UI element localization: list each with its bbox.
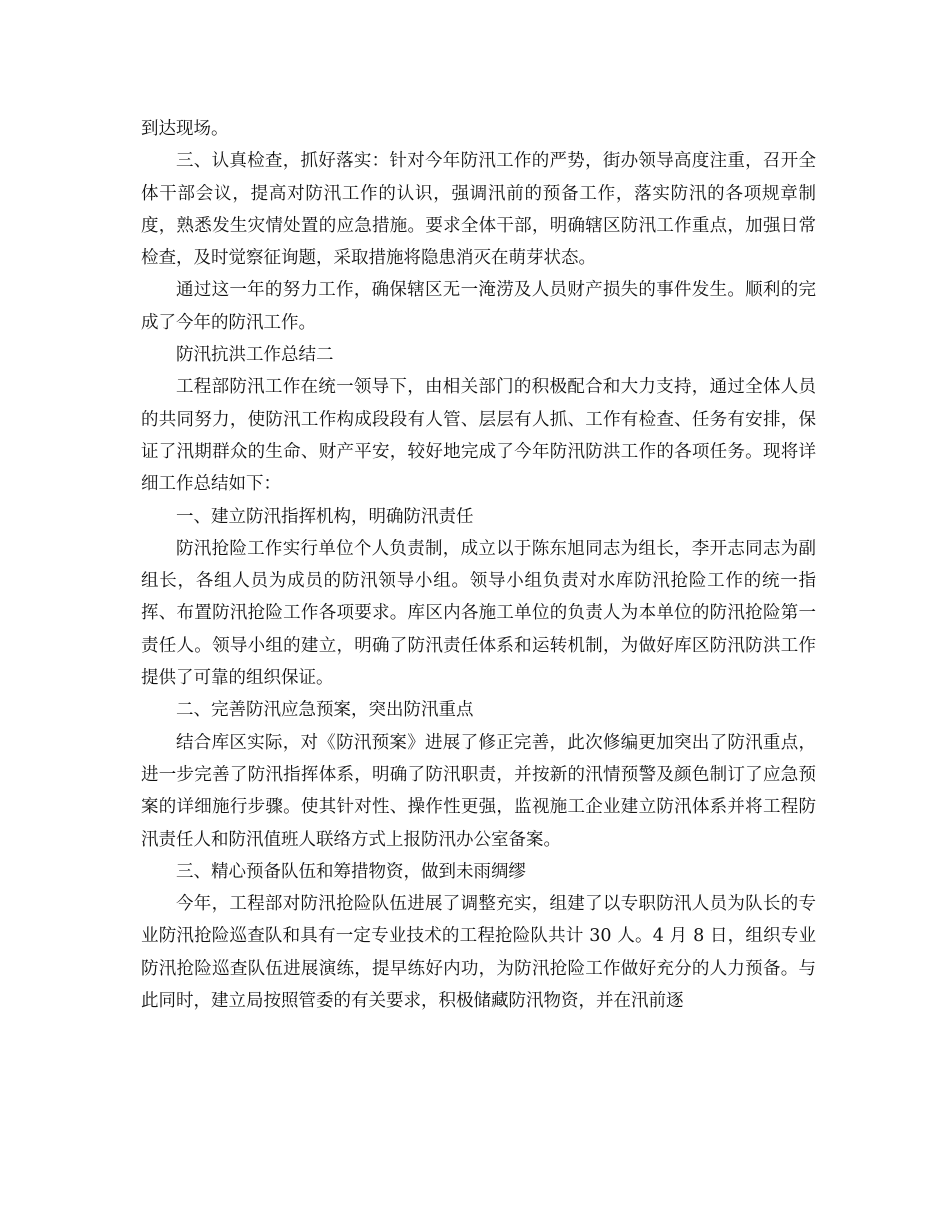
paragraph-command-structure: 防汛抢险工作实行单位个人负责制，成立以于陈东旭同志为组长，李开志同志为副组长，各组人员为成员的防汛领导小组。领导小组负责对水库防汛抢险工作的统一指挥、布置防汛抢险工作各项要求。库区内各施工单位的负责人为本单位的防汛抢险第一责任人。领导小组的建立，明确了防汛责任体系和运转机制，为做好库区防汛防洪工作提供了可靠的组织保证。	[141, 538, 816, 689]
paragraph-conclusion: 通过这一年的努力工作，确保辖区无一淹涝及人员财产损失的事件发生。顺利的完成了今年的防汛工作。	[141, 280, 816, 333]
paragraph-intro: 工程部防汛工作在统一领导下，由相关部门的积极配合和大力支持，通过全体人员的共同努力，使防汛工作构成段段有人管、层层有人抓、工作有检查、任务有安排，保证了汛期群众的生命、财产平安，较好地完成了今年防汛防洪工作的各项任务。现将详细工作总结如下：	[141, 377, 816, 495]
document-body	[141, 113, 816, 1017]
paragraph-emergency-plan: 结合库区实际，对《防汛预案》进展了修正完善，此次修编更加突出了防汛重点，进一步完善了防汛指挥体系，明确了防汛职责，并按新的汛情预警及颜色制订了应急预案的详细施行步骤。使其针对性、操作性更强，监视施工企业建立防汛体系并将工程防汛责任人和防汛值班人联络方式上报防汛办公室备案。	[141, 732, 816, 850]
heading-command-structure: 一、建立防汛指挥机构，明确防汛责任	[176, 506, 474, 527]
paragraph-inspection: 三、认真检查，抓好落实：针对今年防汛工作的严势，街办领导高度注重，召开全体干部会议，提高对防汛工作的认识，强调汛前的预备工作，落实防汛的各项规章制度，熟悉发生灾情处置的应急措施。要求全体干部，明确辖区防汛工作重点，加强日常检查，及时觉察征询题，采取措施将隐患消灭在萌芽状态。	[141, 151, 816, 269]
section-title-summary-two: 防汛抗洪工作总结二	[176, 345, 334, 366]
heading-emergency-plan: 二、完善防汛应急预案，突出防汛重点	[176, 700, 474, 721]
heading-team-and-supplies: 三、精心预备队伍和筹措物资，做到未雨绸缪	[176, 861, 526, 882]
paragraph-team-and-supplies: 今年，工程部对防汛抢险队伍进展了调整充实，组建了以专职防汛人员为队长的专业防汛抢险巡查队和具有一定专业技术的工程抢险队共计 30 人。4 月 8 日，组织专业防汛抢险巡查队伍进展演练，提早练好内功，为防汛抢险工作做好充分的人力预备。与此同时，建立局按照管委的有关要求，积极储藏防汛物资，并在汛前逐	[141, 894, 816, 1012]
paragraph-continued: 到达现场。	[141, 119, 229, 139]
